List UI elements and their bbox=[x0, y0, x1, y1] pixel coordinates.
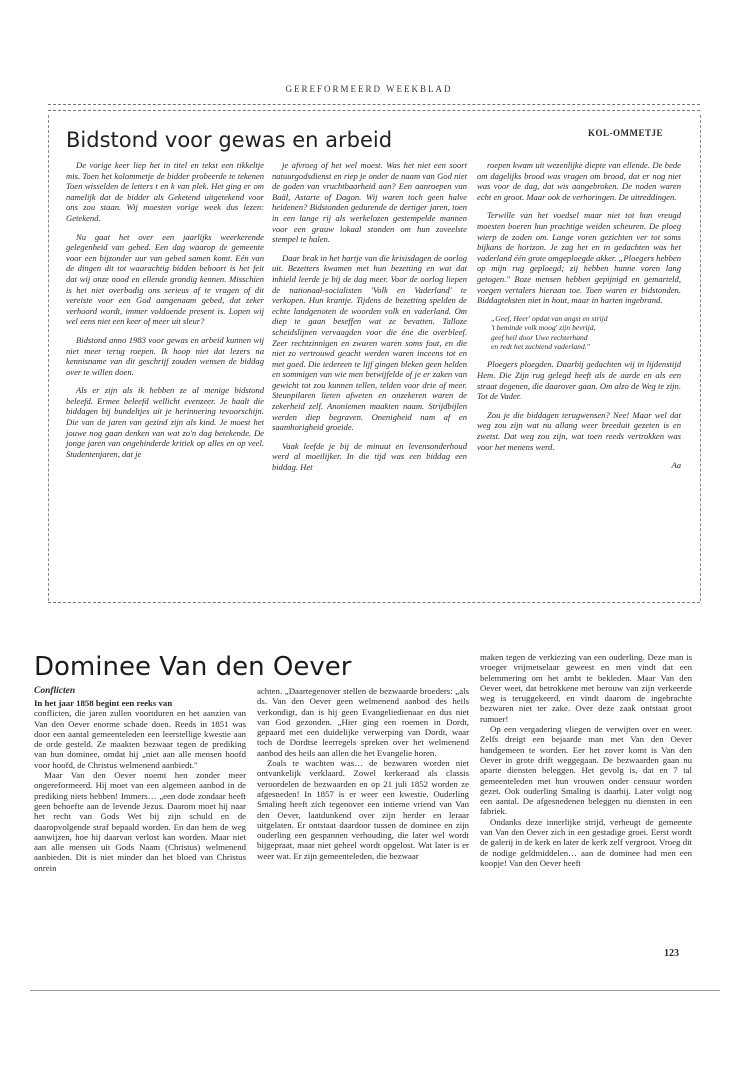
article-column-3 bbox=[480, 652, 692, 868]
box-left-border bbox=[48, 115, 49, 601]
paragraph: roepen kwam uit wezenlijke diepte van ellende. De bede om dagelijks brood was vragen om brood, dat er nog niet was voor de dag, dat wis aangebroken. De noden waren echt en groot. Maar ook de verhoringen. De uitreddingen. bbox=[477, 160, 681, 202]
paragraph: Bidstond anno 1983 voor gewas en arbeid kunnen wij niet meer terug roepen. Ik hoop niet dat lezers na kennisname van dit geschrijf zouden wensen de biddag over te willen doen. bbox=[66, 334, 264, 377]
paragraph: Vaak leefde je bij de minuut en levensonderhoud werd al moeilijker. In die tijd was een biddag een biddag. Het bbox=[272, 440, 467, 473]
paragraph: Terwille van het voedsel maar niet tot hun vreugd moesten boeren hun prachtige weiden scheuren. De ploeg wierp de zoden om. Lange voren gezichten ver tot soms bijkans de horizon. Je zag het en in gedachten was het vaderland één grote omgeploegde akker. „Ploegers hebben op mijn rug geploegd; zij hebben hunne voren lang getogen." Boze mensen hebben gepijnigd en gemarteld, voegen vertalers hieraan toe. Toen waren er bidstonden. Biddagteksten niet in hout, maar in harten ingebrand. bbox=[477, 210, 681, 306]
paragraph: Zoals te wachten was… de bezwaren worden niet ontvankelijk verklaard. Zowel kerkeraad als classis veroordelen de bezwaarden en op 21 juli 1852 worden ze afgesneden! In 1857 is er weer een kwestie. Ouderling Smaling heeft zich tegenover een intieme vriend van Van den Oever, laatdunkend over zijn herder en leraar uitgelaten. Er ontstaat daardoor tussen de dominee en zijn ouderling een gespannen verhouding, die later wel wordt bijgepraat, maar niet geheel wordt opgelost. Wat later is er weer wat. Er zijn gemeenteleden, die bezwaar bbox=[257, 758, 469, 861]
paragraph: Daar brak in het hartje van die krisisdagen de oorlog uit. Bezetters kwamen met hun bezetting en wat dat inhield leerde je bij de dag meer. Voor de oorlog liepen de nationaal-socialisten 'Volk en Vaderland' te verkopen. Hun krantje. Tijdens de bezetting spelden de echte landgenoten de woorden volk en vaderland. Om diep te gaan beseffen wat ze bevatten. Talloze scheidslijnen vervaagden voor die éne die overbleef. Zeer rechtzinnigen en zwaren waren soms fout, en die niet zo vertrouwd geacht werden waren inceens tot en met goed. Die iedereen te lijf gingen bleken geen helden en sommigen van wie men betwijfelde of je er zaken van gewicht tot zou kunnen tellen, telden voor drie of meer. Steunpilaren lieten afweten en onzekeren waren de zekerheid zelf. Anoniemen maakten naam. Strijdbijlen werden diep begraven. Onenigheid nam af en saamhorigheid groeide. bbox=[272, 252, 467, 433]
box-bottom-border bbox=[48, 602, 700, 603]
paragraph: Ondanks deze innerlijke strijd, verheugt de gemeente van Van den Oever zich in een gestadige groei. Eerst wordt de galerij in de kerk en later de kerk zelf vergroot. Vroeg dit de nodige geldmiddelen… aan de dominee had men een koopje! Van den Oever heeft bbox=[480, 816, 692, 868]
kolom-title: Bidstond voor gewas en arbeid bbox=[66, 128, 393, 152]
kolom-column-3 bbox=[477, 160, 681, 471]
paragraph: Op een vergadering vliegen de verwijten over en weer. Zelfs dreigt een bejaarde man met Van den Oever handgemeen te worden. Eer het zover komt is Van den Oever in grote drift weggegaan. De bezwaarden gaan nu aparte diensten beleggen. Het gevolg is, dat en 7 tal gemeenteleden met hun vrouwen onder censuur worden gezet. Ook ouderling Smaling is daarbij. Later volgt nog een aantal. De afgesnedenen beleggen nu diensten in een fabriek. bbox=[480, 724, 692, 817]
bottom-rule bbox=[30, 990, 720, 991]
paragraph: De vorige keer liep het in titel en tekst een tikkeltje mis. Toen het kolommetje de bidder probeerde te tekenen Toen wisselden de letters t en k van plek. Het ging er om namelijk dat de bidder als Geketend uitgetekend voor ons zou staan. Wij moesten vorige week dus lezen: Getekend. bbox=[66, 160, 264, 223]
box-top-border bbox=[48, 110, 700, 111]
box-right-border bbox=[700, 115, 701, 601]
kolom-column-2 bbox=[272, 160, 467, 481]
article-column-2 bbox=[257, 686, 469, 861]
magazine-title: GEREFORMEERD WEEKBLAD bbox=[285, 84, 453, 94]
article-column-1 bbox=[34, 698, 246, 873]
lead-sentence bbox=[34, 698, 246, 708]
page-number: 123 bbox=[664, 948, 679, 959]
paragraph: maken tegen de verkiezing van een ouderling. Deze man is vroeger vrijmetselaar geweest en men vindt dat een belemmering om het ambt te bekleden. Maar Van den Oever weet, dat betrokkene met berouw van zijn verkeerde weg is teruggekeerd, en vindt daarom de ingebrachte bezwaren niet ter zake. Over deze zaak ontstaat groot rumoer! bbox=[480, 652, 692, 724]
paragraph: conflicten, die jaren zullen voortduren en het aanzien van Van den Oever enorme schade doen. Reeds in 1851 was door een aantal gemeenteleden een leerstellige kwestie aan de orde gesteld. Ze maakten bezwaar tegen de prediking van hun dominee, omdat hij „niet aan alle mensen hoofd voor hoofd, de Christus welmenend aanbiedt." bbox=[34, 708, 246, 770]
quote-line: „Geef, Heer' opdat van angst en strijd bbox=[491, 313, 608, 323]
kolom-column-1 bbox=[66, 160, 264, 467]
paragraph: Ploegers ploegden. Daarbij gedachten wij in lijdenstijd Hem. Die Zijn rug gelegd heeft als de aarde en als een straat degenen, die daarover gaan. Om alzo de Weg te zijn. Tot de Vader. bbox=[477, 359, 681, 402]
signature: Aa bbox=[671, 460, 681, 471]
kolom-label: KOL-OMMETJE bbox=[588, 128, 663, 138]
paragraph: Zou je die biddagen terugwensen? Nee! Maar wel dat weg zou zijn wat nu allang weer breeduit gezeten is en zwetst. Dat weg zou zijn, wat toen reeds vertrokken was voor het menens werd. bbox=[477, 409, 681, 452]
top-rule bbox=[48, 104, 700, 105]
quote-line: 't beminde volk moog' zijn bevrijd, bbox=[491, 323, 596, 333]
paragraph: je afvroeg of het wel moest. Was het niet een soort natuurgodsdienst en riep je onder de naam van God niet de goden van vruchtbaarheid aan? Een aanroepen van Baäl, Astarte of Dagon. Wij waren toch geen halve heidenen? Bidstonden gedurende de dertiger jaren, toen in een lange rij als werkelozen gestempelde mannen voor een grauw lokaal stonden om hun zoveelste stempel te halen. bbox=[272, 160, 467, 245]
quote-line: geef heil door Uwe rechterhand bbox=[491, 332, 588, 342]
paragraph: Als er zijn als ik hebben ze al menige bidstond beleefd. Ermee beleefd wellicht evenzeer. Je haalt die biddagen bij bundeltjes uit je herinnering tevoorschijn. Die van de jaren van gezind zijn als kind. Je moest het jouwe nog gaan denken van wat zo'n dag betekende. De jonge jaren van ongehinderde kritiek op alles en op veel. Studentenjaren, dat je bbox=[66, 385, 264, 459]
paragraph: Maar Van den Oever noemt hen zonder meer ongereformeerd. Hij moet van een algemeen aanbod in de prediking niets hebben! Immers… „een dode zondaar heeft geen behoefte aan de levende Jezus. Daarom moet hij naar het recht van Gods Wet bij zijn schuld en de daaropvolgende straf bepaald worden. En dan hem de weg aanwijzen, hoe hij daarvan verlost kan worden. Maar niet aan alle mensen uit Gods Naam (Christus) welmenend aanbieden. Dit is niet minder dan het bloed van Christus onrein bbox=[34, 770, 246, 873]
paragraph: Nu gaat het over een jaarlijks weerkerende gelegenheid van gebed. Een dag waarop de gemeente voor een bijzonder uur van gebed samen komt. Eén van de dingen dit tot waarachtig bidden behoort is het feit dat wij onze nood en ellende grondig kennen. Misschien is het niet overbodig ons serieus af te vragen of dit vereiste voor een God aangenaam gebed, dat zeker verhoord wordt, immer voldoende present is. Lopen wij wel eens niet een keer of meer uit sleur? bbox=[66, 231, 264, 327]
paragraph: achten. „Daartegenover stellen de bezwaarde broeders: „als ds. Van den Oever geen welmenend aanbod des heils verkondigt, dan is hij geen Evangeliedienaar en dus niet van God gezonden. „Hier ging een roemen in Dordt, gepaard met een duidelijke verwerping van Dordt, waar toch de Dordtse leerregels spreken over het welmenend aanbod des heils aan allen die het Evangelie horen. bbox=[257, 686, 469, 758]
section-heading: Conflicten bbox=[34, 686, 76, 696]
lead-text: In het jaar 1858 begint een reeks van bbox=[34, 698, 173, 708]
quote-line: en redt het zuchtend vaderland." bbox=[491, 341, 590, 351]
hymn-quote bbox=[491, 314, 681, 352]
article-title: Dominee Van den Oever bbox=[34, 652, 352, 682]
